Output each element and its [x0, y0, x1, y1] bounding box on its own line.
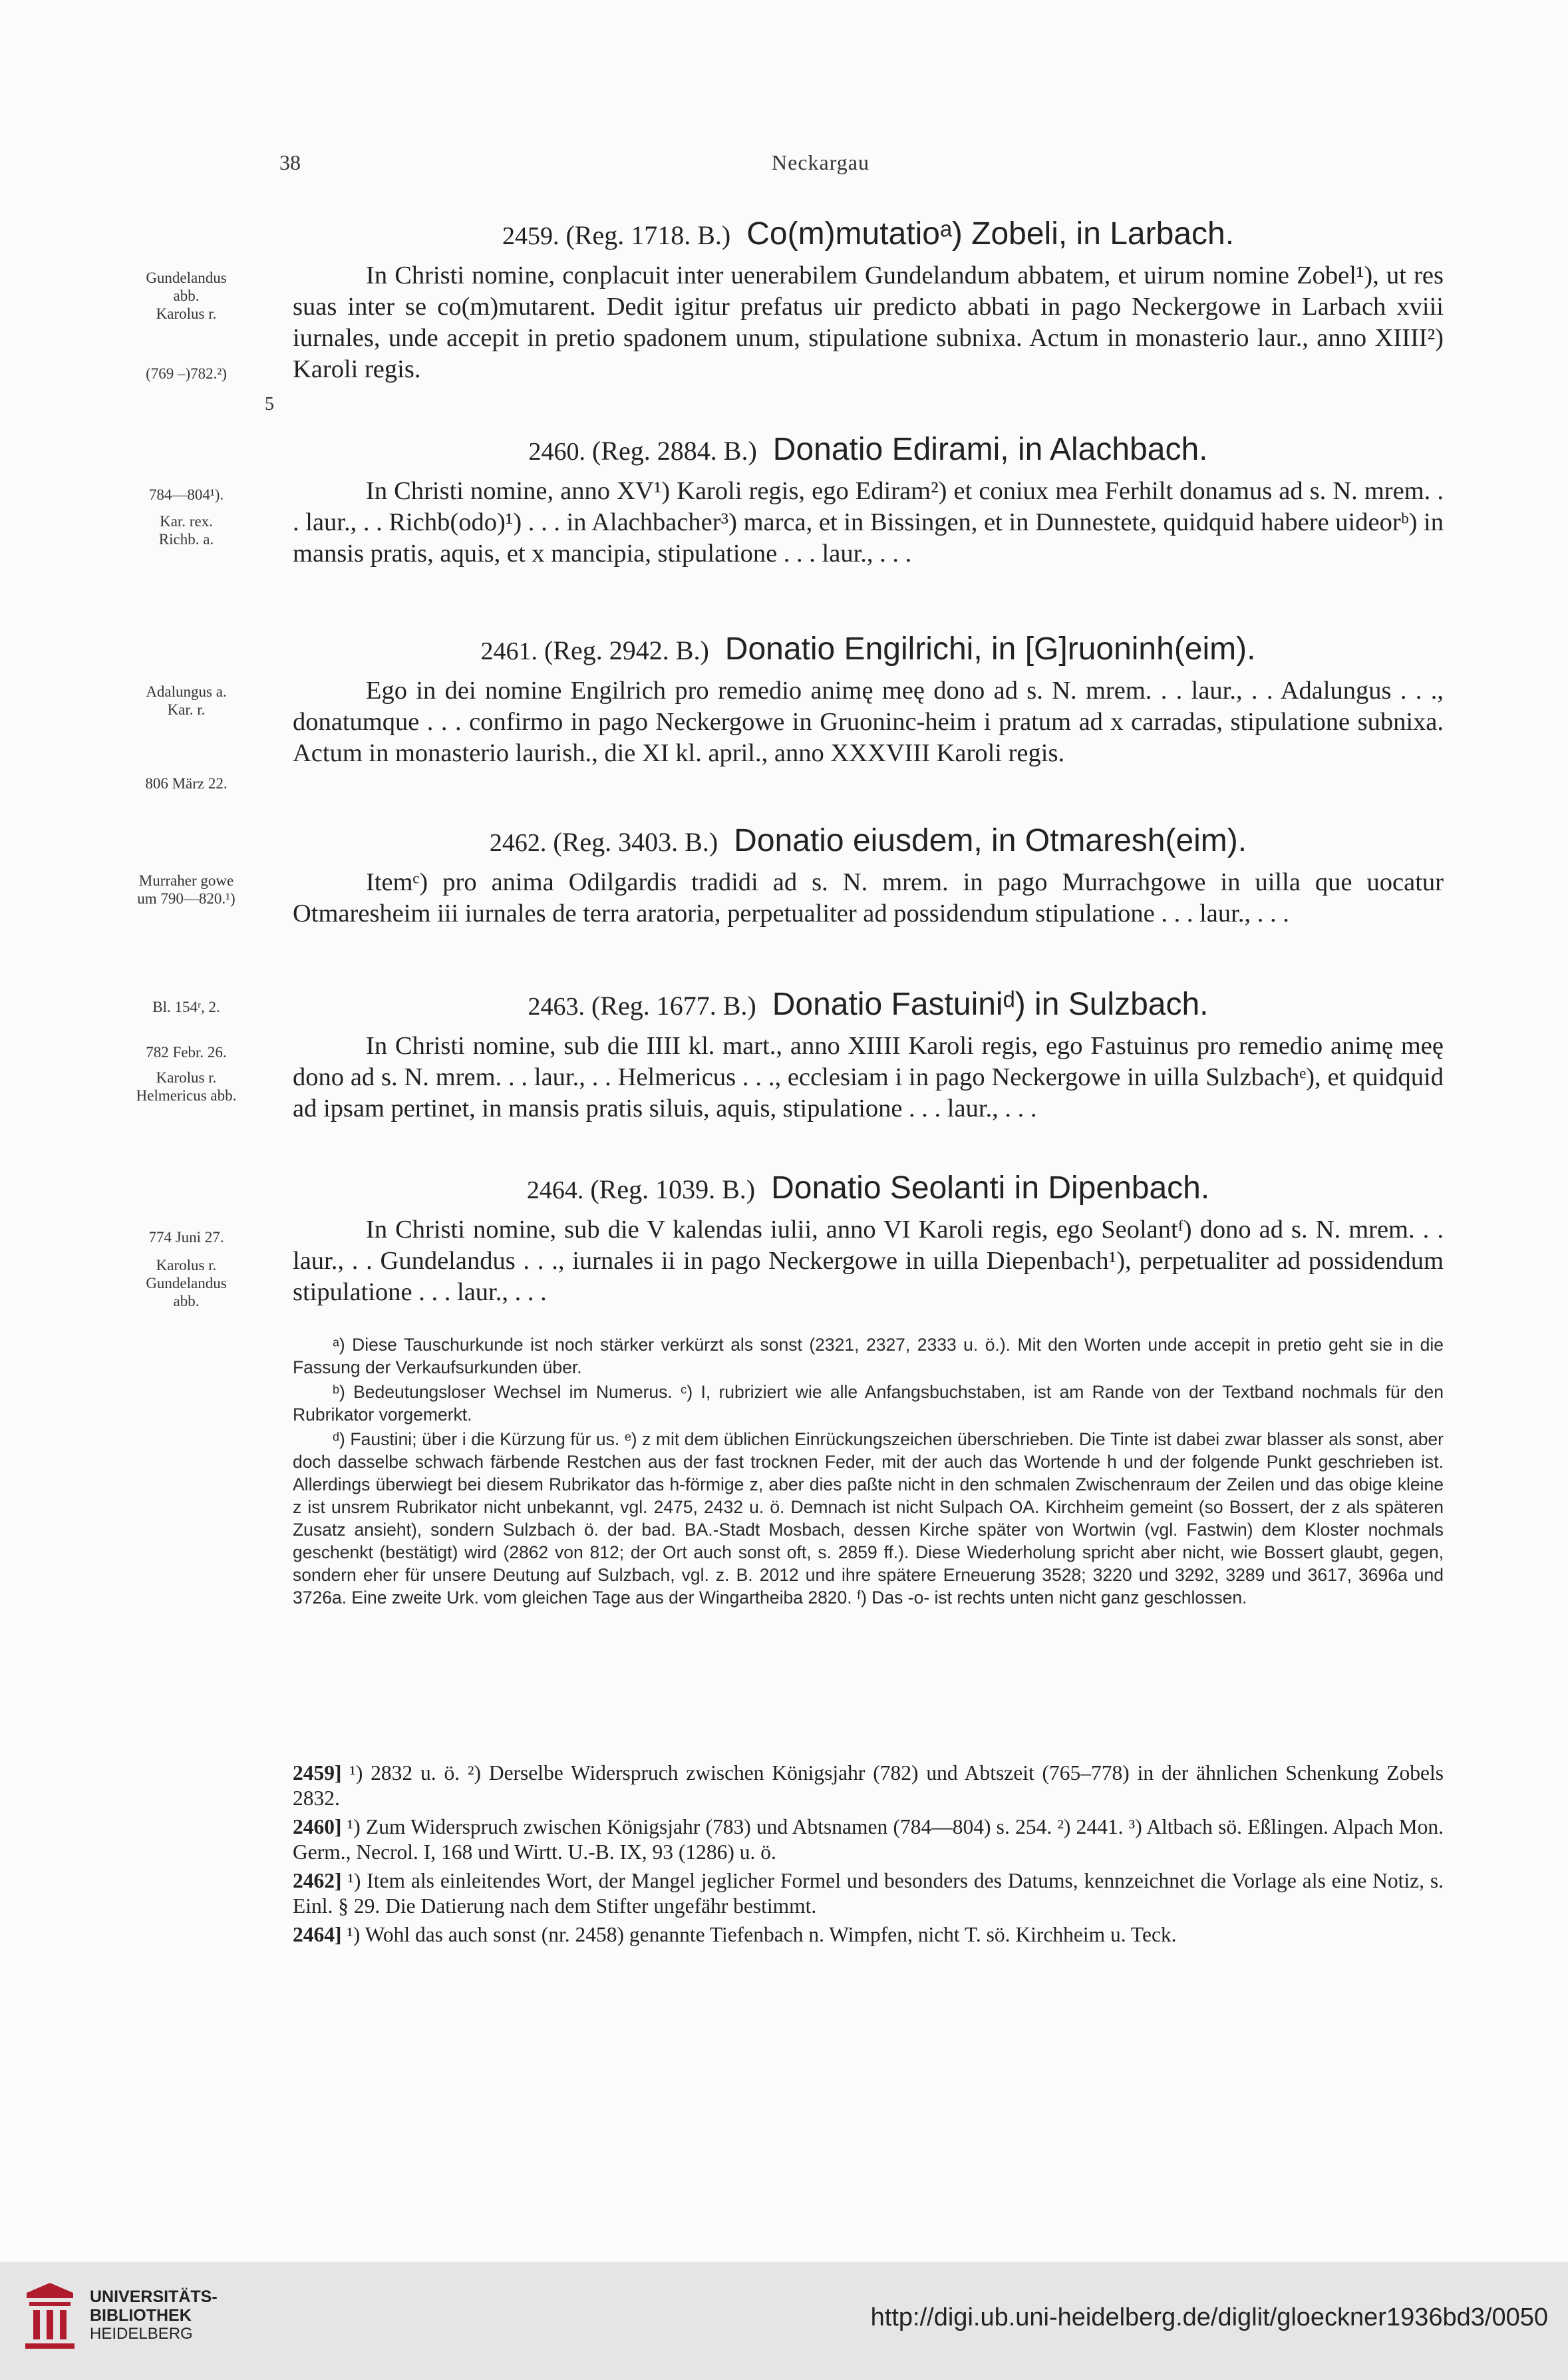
margin-note: Kar. rex. Richb. a.: [158, 513, 214, 548]
entry-title: Donatio Seolanti in Dipenbach.: [771, 1170, 1210, 1206]
textual-footnotes: [293, 1333, 1444, 1611]
charter-entry: [293, 824, 1444, 930]
library-name: UNIVERSITÄTS- BIBLIOTHEK HEIDELBERG: [90, 2288, 218, 2343]
charter-entry: [293, 432, 1444, 570]
margin-note: Murraher gowe um 790—820.¹): [137, 872, 235, 907]
entry-text: In Christi nomine, sub die V kalendas iulii, anno VI Karoli regis, ego Seolantᶠ) dono ad s. N. mrem. . . laur., . . Gundelandus . . ., iurnales ii in pago Neckergowe in uilla Diepenbach¹), perpetualiter ad possidendum stipulatione . . . laur., . . .: [293, 1216, 1444, 1306]
margin-note: 774 Juni 27.: [148, 1229, 224, 1246]
note: 2459] ¹) 2832 u. ö. ²) Derselbe Widerspruch zwischen Königsjahr (782) und Abtszeit (765–778) in der ähnlichen Schenkung Zobels 2832.: [293, 1761, 1444, 1810]
charter-entry: [293, 632, 1444, 769]
entry-title: Donatio Engilrichi, in [G]ruoninh(eim).: [724, 631, 1256, 667]
entry-text: Itemᶜ) pro anima Odilgardis tradidi ad s. N. mrem. in pago Murrachgowe in uilla que uocatur Otmaresheim iii iurnales de terra aratoria, perpetualiter ad possidendum stipulatione . . . laur., . . .: [293, 868, 1444, 928]
entry-heading: 2459. (Reg. 1718. B.) Co(m)mutatioᵃ) Zobeli, in Larbach.: [502, 216, 1235, 252]
source-url-link[interactable]: http://digi.ub.uni-heidelberg.de/diglit/gloeckner1936bd3/0050: [870, 2303, 1548, 2331]
note: 2464] ¹) Wohl das auch sonst (nr. 2458) genannte Tiefenbach n. Wimpfen, nicht T. sö. Kirchheim u. Teck.: [293, 1923, 1177, 1946]
entry-heading: 2464. (Reg. 1039. B.) Donatio Seolanti in Dipenbach.: [526, 1170, 1210, 1206]
margin-note: Adalungus a. Kar. r.: [146, 683, 227, 718]
entry-heading: 2460. (Reg. 2884. B.) Donatio Edirami, in Alachbach.: [528, 432, 1208, 467]
library-footer: [0, 2262, 1568, 2380]
charter-entry: [293, 217, 1444, 385]
entry-heading: 2463. (Reg. 1677. B.) Donatio Fastuiniᵈ) in Sulzbach.: [528, 987, 1209, 1022]
entry-text: In Christi nomine, conplacuit inter uenerabilem Gundelandum abbatem, et uirum nomine Zobel¹), ut res suas inter se co(m)mutarent. Dedit igitur prefatus uir predicto abbati in pago Neckergowe in Larbach xviii iurnales, unde accepit in pretio spadonem unum, stipulatione subnixa. Actum in monasterio laur., anno XIIII²) Karoli regis.: [293, 261, 1444, 383]
heidelberg-library-logo-icon: [20, 2280, 80, 2353]
entry-title: Co(m)mutatioᵃ) Zobeli, in Larbach.: [746, 216, 1235, 252]
entry-text: Ego in dei nomine Engilrich pro remedio animę meę dono ad s. N. mrem. . . laur., . . Adalungus . . ., donatumque . . . confirmo in pago Neckergowe in Gruoninc-heim i pratum ad x carradas, stipulatione subnixa. Actum in monasterio laurish., die XI kl. april., anno XXXVIII Karoli regis.: [293, 677, 1444, 767]
margin-note: Gundelandus abb. Karolus r.: [146, 269, 227, 322]
footnote: ᵇ) Bedeutungsloser Wechsel im Numerus. ᶜ) I, rubriziert wie alle Anfangsbuchstaben, ist am Rande von der Textband nochmals für den Rubrikator vorgemerkt.: [293, 1382, 1444, 1425]
entry-title: Donatio Fastuiniᵈ) in Sulzbach.: [772, 987, 1209, 1022]
entry-title: Donatio Edirami, in Alachbach.: [772, 432, 1208, 467]
page-number: 38: [279, 150, 301, 174]
margin-note: Karolus r. Gundelandus abb.: [146, 1257, 227, 1309]
entry-text: In Christi nomine, sub die IIII kl. mart., anno XIIII Karoli regis, ego Fastuinus pro remedio animę meę dono ad s. N. mrem. . . laur., . . Helmericus . . ., ecclesiam i in pago Neckergowe in uilla Sulzbachᵉ), et quidquid ad ipsam pertinet, in mansis pratis siluis, aquis, stipulatione . . . laur., . . .: [293, 1032, 1444, 1122]
margin-note: 782 Febr. 26.: [146, 1044, 227, 1061]
margin-note: 784—804¹).: [148, 486, 224, 503]
note: 2462] ¹) Item als einleitendes Wort, der Mangel jeglicher Formel und besonders des Datums, kennzeichnet die Vorlage als eine Notiz, s. Einl. § 29. Die Datierung nach dem Stifter ungefähr bestimmt.: [293, 1869, 1444, 1918]
entry-text: In Christi nomine, anno XV¹) Karoli regis, ego Ediram²) et coniux mea Ferhilt donamus ad s. N. mrem. . . laur., . . Richb(odo)¹) . . . in Alachbacher³) marca, et in Bissingen, et in Dunnestete, quidquid habere uideorᵇ) in mansis pratis, aquis, et x mancipia, stipulatione . . . laur., . . .: [293, 477, 1444, 568]
margin-note: Bl. 154ʳ, 2.: [152, 999, 220, 1015]
charter-entry: [293, 1171, 1444, 1308]
footnote: ᵈ) Faustini; über i die Kürzung für us. ᵉ) z mit dem üblichen Einrückungszeichen überschrieben. Die Tinte ist dabei zwar blasser als sonst, aber doch dasselbe schwach färbende Restchen aus der fast trocknen Feder, mit der auch das Wortende h und der folgende Punkt geschrieben ist. Allerdings überwiegt bei diesem Rubrikator das h-förmige z, aber dies paßte nicht in den schmalen Zwischenraum der Zeilen und das obige kleine z ist unsrem Rubrikator nicht unbekannt, vgl. 2475, 2432 u. ö. Demnach ist nicht Sulpach OA. Kirchheim gemeint (so Bossert, der z als späteren Zusatz ansieht), sondern Sulzbach ö. der bad. BA.-Stadt Mosbach, dessen Kirche später von Wortwin (vgl. Fastwin) dem Kloster nochmals geschenkt (bestätigt) wird (2862 von 812; der Ort auch sonst oft, s. 2859 ff.). Diese Wiederholung spricht aber nicht, wie Bossert glaubt, gegen, sondern eher für unsere Deutung auf Sulzbach, vgl. z. B. 2012 und ihre spätere Erneuerung 3528; 3220 und 3292, 3289 und 3617, 3696a und 3726a. Eine zweite Urk. vom gleichen Tage aus der Wingartheiba 2820. ᶠ) Das -o- ist rechts unten nicht ganz geschlossen.: [293, 1429, 1444, 1608]
margin-note: (769 –)782.²): [146, 365, 227, 382]
margin-note: 806 März 22.: [145, 775, 228, 792]
entry-heading: 2462. (Reg. 3403. B.) Donatio eiusdem, in Otmaresh(eim).: [489, 823, 1247, 858]
footnote: ᵃ) Diese Tauschurkunde ist noch stärker verkürzt als sonst (2321, 2327, 2333 u. ö.). Mit den Worten unde accepit in pretio geht sie in die Fassung der Verkaufsurkunden über.: [293, 1335, 1444, 1377]
charter-entry: [293, 987, 1444, 1124]
entry-heading: 2461. (Reg. 2942. B.) Donatio Engilrichi, in [G]ruoninh(eim).: [480, 631, 1256, 667]
note: 2460] ¹) Zum Widerspruch zwischen Königsjahr (783) und Abtsnamen (784—804) s. 254. ²) 2441. ³) Altbach sö. Eßlingen. Alpach Mon. Germ., Necrol. I, 168 und Wirtt. U.-B. IX, 93 (1286) u. ö.: [293, 1815, 1444, 1864]
entry-title: Donatio eiusdem, in Otmaresh(eim).: [734, 823, 1247, 858]
commentary-notes: [293, 1761, 1444, 1951]
page-header: [0, 150, 1568, 177]
line-number: 5: [265, 394, 274, 415]
margin-note: Karolus r. Helmericus abb.: [136, 1069, 237, 1104]
running-title: Neckargau: [772, 150, 869, 174]
